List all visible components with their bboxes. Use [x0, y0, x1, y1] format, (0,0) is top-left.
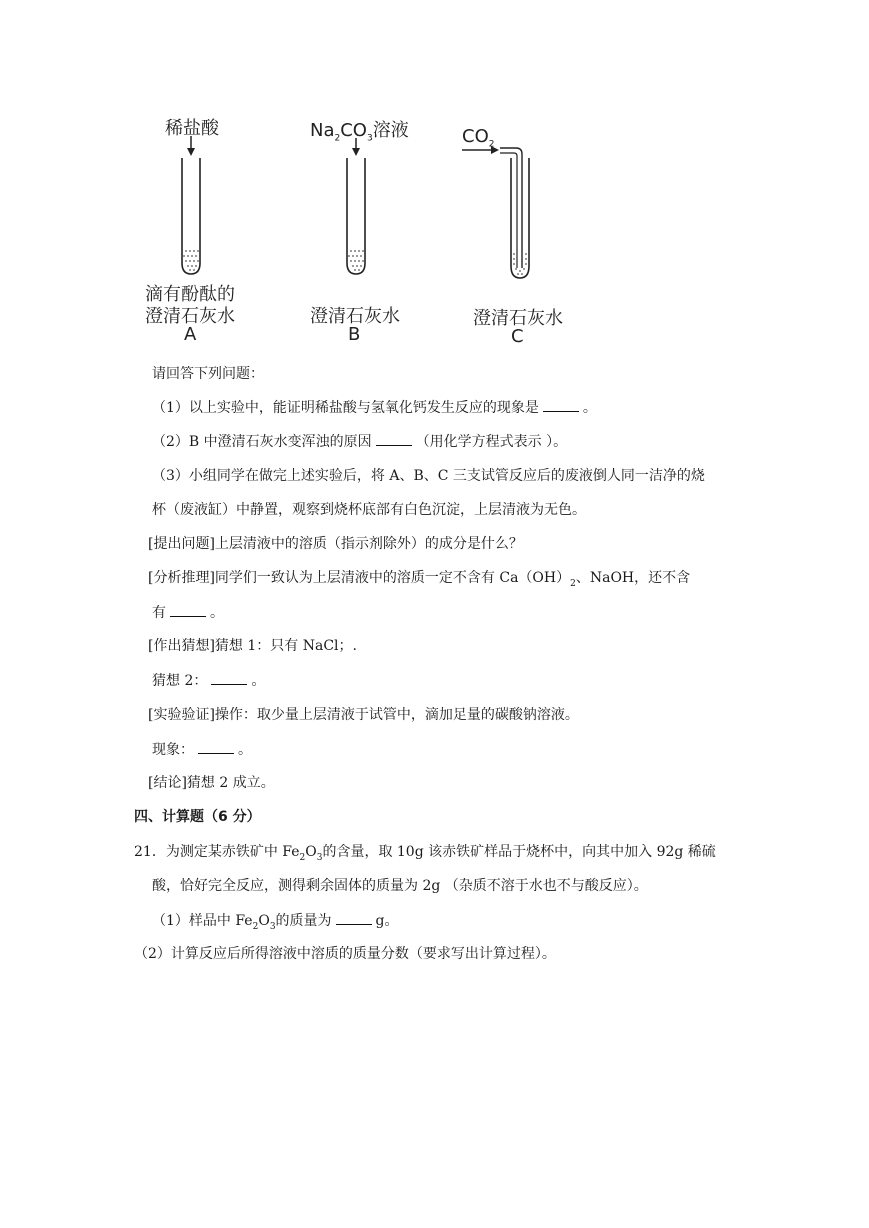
- question-21-sub-1: （1）样品中 $Fe_2O_3$的质量为 g。: [152, 910, 399, 931]
- tube-c-letter: C: [511, 326, 524, 347]
- tube-a-liquid: [183, 250, 199, 271]
- experiment-figure: [140, 108, 580, 348]
- answer-blank-analysis[interactable]: [170, 602, 206, 617]
- answer-blank-guess2[interactable]: [211, 670, 247, 685]
- tube-a-content-label-1: 滴有酚酞的: [145, 284, 235, 305]
- tube-b-reagent-label: $Na_2CO_3$溶液: [310, 120, 409, 144]
- question-1: （1）以上实验中，能证明稀盐酸与氢氧化钙发生反应的现象是 。: [152, 397, 597, 418]
- tube-a-reagent-label: 稀盐酸: [165, 118, 219, 139]
- analysis-line-2: 有 。: [152, 602, 224, 623]
- guess-2: 猜想 2： 。: [152, 670, 265, 691]
- tube-a-letter: A: [184, 324, 197, 345]
- tube-c-gas-pipe-inner: [500, 153, 517, 268]
- answer-blank-phenomenon[interactable]: [198, 739, 234, 754]
- answer-blank-q21-1[interactable]: [336, 910, 372, 925]
- prompt: 请回答下列问题：: [152, 366, 264, 382]
- section-4-title: 四、计算题（6 分）: [134, 809, 261, 825]
- analysis-line-1: [分析推理]同学们一致认为上层清液中的溶质一定不含有 $Ca(OH)_2$、NaOH，还不含: [148, 570, 691, 589]
- verification: [实验验证]操作：取少量上层清液于试管中，滴加足量的碳酸钠溶液。: [148, 707, 579, 723]
- guess-1: [作出猜想]猜想 1：只有 NaCl；.: [148, 638, 357, 654]
- tube-a: [182, 158, 200, 274]
- question-3-line-2: 杯（废液缸）中静置，观察到烧杯底部有白色沉淀，上层清液为无色。: [152, 502, 586, 518]
- question-21-sub-2: （2）计算反应后所得溶液中溶质的质量分数（要求写出计算过程）。: [134, 946, 556, 962]
- phenomenon: 现象： 。: [152, 739, 252, 760]
- tube-a-content-label-2: 澄清石灰水: [145, 306, 235, 327]
- tube-b-content-label: 澄清石灰水: [310, 306, 400, 327]
- tube-b-liquid: [348, 250, 364, 271]
- question-2: （2）B 中澄清石灰水变浑浊的原因 （用化学方程式表示 ）。: [152, 431, 567, 452]
- tube-c-liquid: [513, 253, 527, 275]
- answer-blank-q2[interactable]: [376, 431, 412, 446]
- tube-c: [511, 158, 529, 278]
- question-21-line-2: 酸，恰好完全反应，测得剩余固体的质量为 2g （杂质不溶于水也不与酸反应）。: [152, 878, 648, 894]
- tube-c-gas-label: $CO_2$: [462, 126, 495, 150]
- ask-question: [提出问题]上层清液中的溶质（指示剂除外）的成分是什么？: [148, 536, 523, 552]
- answer-blank-q1[interactable]: [543, 397, 579, 412]
- tube-c-content-label: 澄清石灰水: [473, 308, 563, 329]
- conclusion: [结论]猜想 2 成立。: [148, 775, 275, 791]
- tube-a-arrowhead: [187, 148, 195, 156]
- tube-b: [347, 158, 365, 274]
- tube-b-arrowhead: [352, 148, 360, 156]
- question-3-line-1: （3）小组同学在做完上述实验后，将 A、B、C 三支试管反应后的废液倒人同一洁净的烧: [152, 468, 705, 484]
- question-21-line-1: 21．为测定某赤铁矿中 $Fe_2O_3$的含量，取 10g 该赤铁矿样品于烧杯中，向其中加入 92g 稀硫: [134, 844, 716, 863]
- tube-b-letter: B: [348, 324, 361, 345]
